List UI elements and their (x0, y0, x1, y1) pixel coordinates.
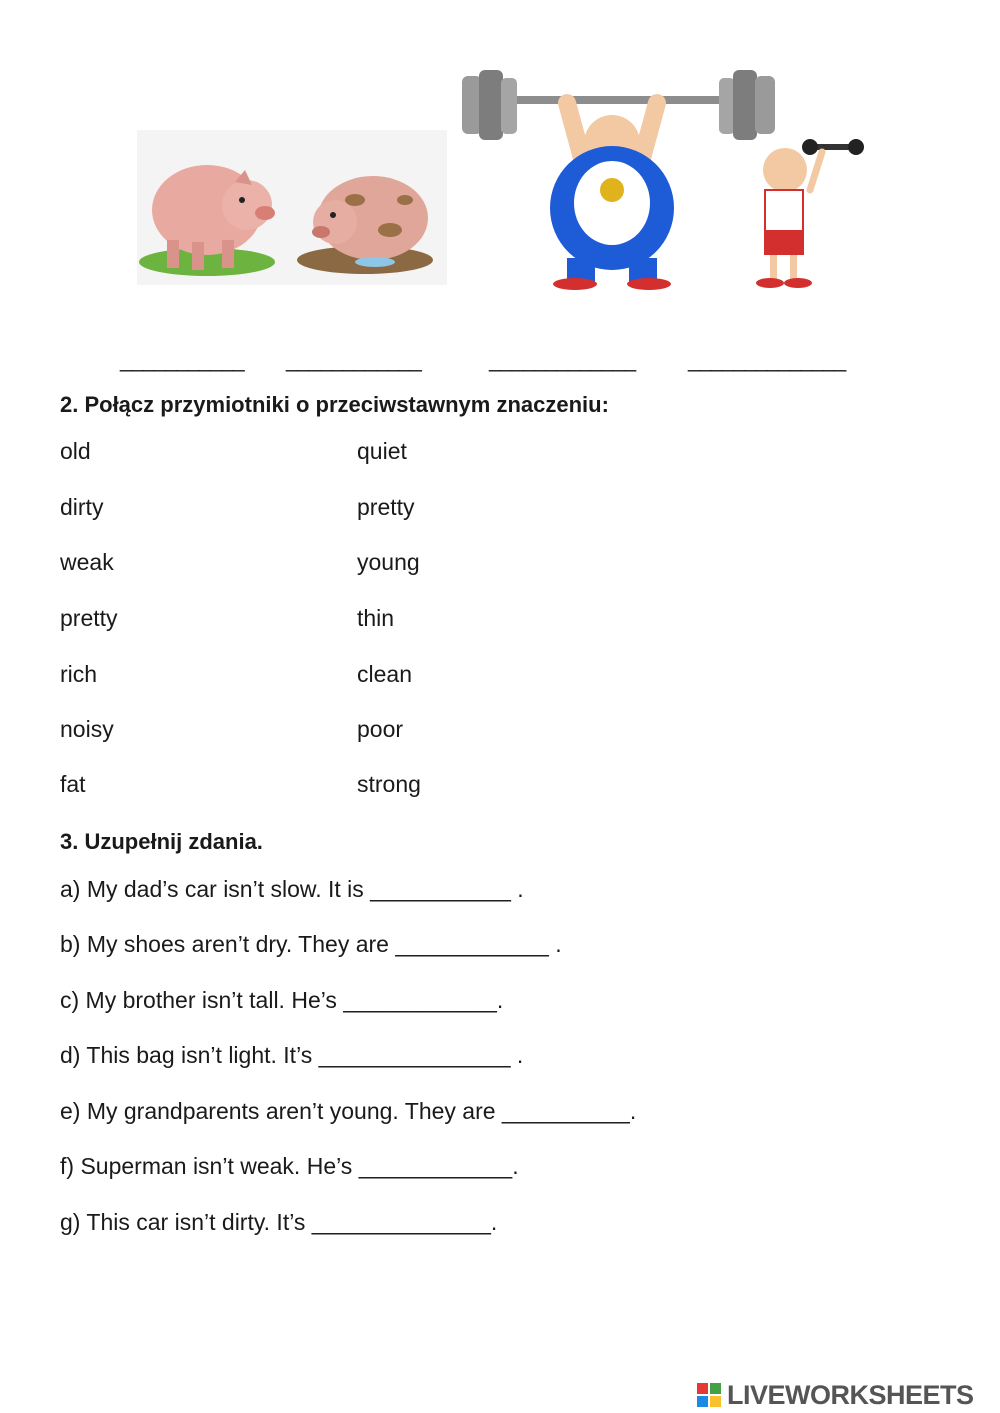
weightlifter-image (457, 68, 787, 293)
sentence-a[interactable]: a) My dad’s car isn’t slow. It is ___________ . (60, 876, 524, 902)
left-word[interactable]: old (60, 438, 91, 464)
liveworksheets-logo (697, 1380, 974, 1410)
right-word[interactable]: clean (357, 661, 412, 687)
answer-blank-3[interactable]: _____________ (489, 347, 636, 372)
left-word[interactable]: dirty (60, 494, 104, 520)
left-word[interactable]: weak (60, 549, 114, 575)
left-word[interactable]: pretty (60, 605, 118, 631)
sentence-d[interactable]: d) This bag isn’t light. It’s _______________ . (60, 1042, 524, 1068)
logo-text: LIVEWORKSHEETS (727, 1379, 974, 1410)
logo-icon (697, 1383, 721, 1407)
left-word[interactable]: fat (60, 771, 86, 797)
right-word[interactable]: young (357, 549, 420, 575)
sentence-c[interactable]: c) My brother isn’t tall. He’s ____________. (60, 987, 504, 1013)
section-2-heading: 2. Połącz przymiotniki o przeciwstawnym znaczeniu: (60, 392, 609, 417)
right-word[interactable]: thin (357, 605, 395, 631)
sentence-f[interactable]: f) Superman isn’t weak. He’s ____________. (60, 1153, 519, 1179)
left-word[interactable]: noisy (60, 716, 114, 742)
answer-blank-2[interactable]: ____________ (286, 347, 421, 372)
right-word[interactable]: pretty (357, 494, 415, 520)
right-word[interactable]: poor (357, 716, 404, 742)
answer-blank-1[interactable]: ___________ (120, 347, 244, 372)
left-word[interactable]: rich (60, 661, 98, 687)
sentence-e[interactable]: e) My grandparents aren’t young. They are __________. (60, 1098, 637, 1124)
answer-blank-4[interactable]: ______________ (688, 347, 846, 372)
sentence-g[interactable]: g) This car isn’t dirty. It’s ______________. (60, 1209, 498, 1235)
right-word[interactable]: strong (357, 771, 421, 797)
thin-boy-image (740, 130, 870, 290)
right-word[interactable]: quiet (357, 438, 407, 464)
dirty-pig-image (295, 160, 435, 275)
sentence-b[interactable]: b) My shoes aren’t dry. They are ____________ . (60, 931, 562, 957)
section-3-heading: 3. Uzupełnij zdania. (60, 829, 263, 854)
